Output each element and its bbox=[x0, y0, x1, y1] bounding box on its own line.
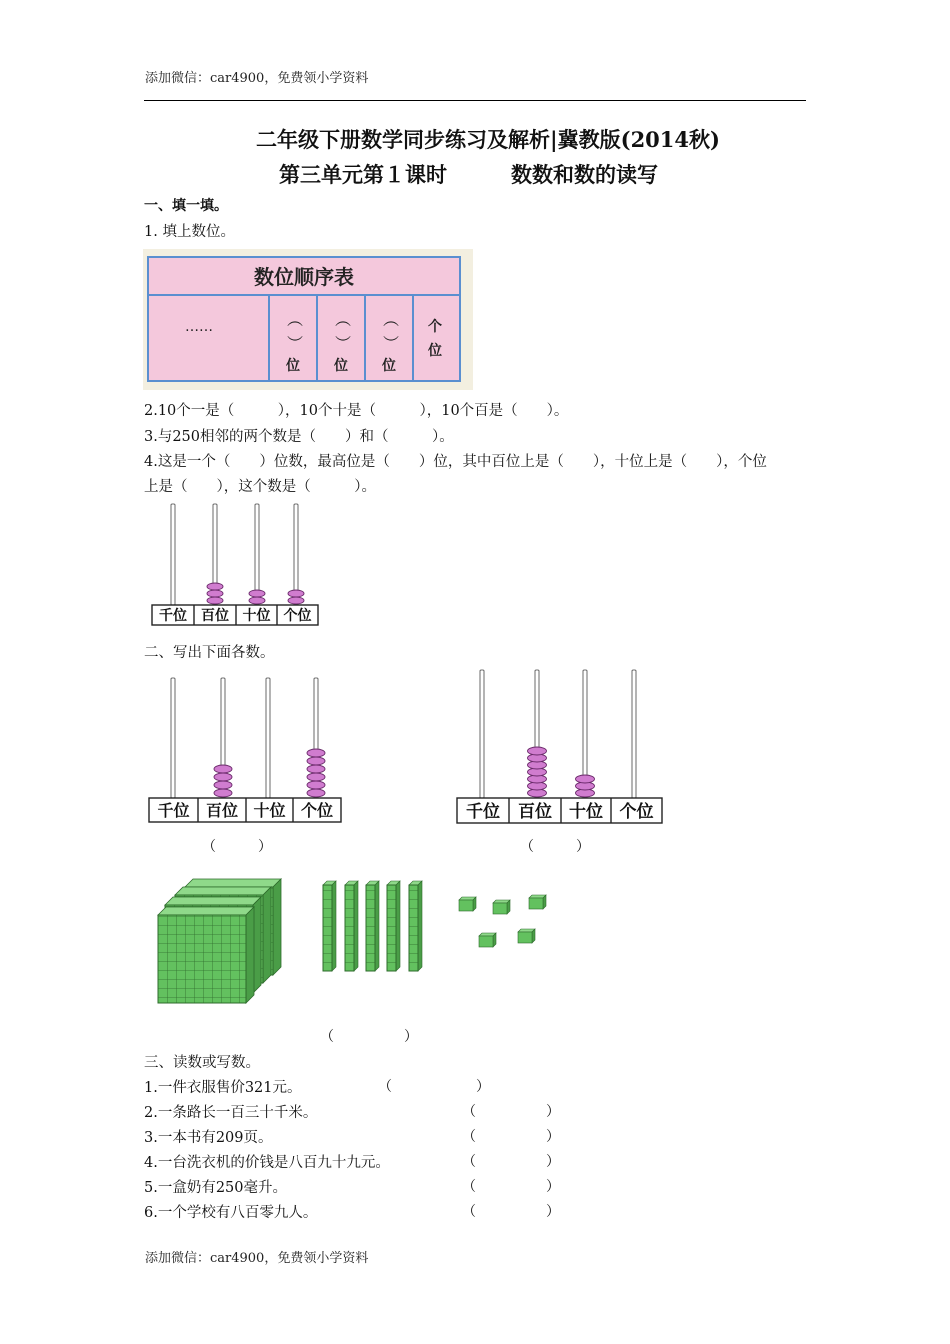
ones-label-1: 个 bbox=[428, 319, 442, 335]
col2-bottom: ） bbox=[333, 334, 352, 352]
item-3: 3.一本书有209页。 bbox=[144, 1130, 273, 1146]
item-4: 4.一台洗衣机的价钱是八百九十九元。 bbox=[144, 1155, 390, 1171]
col2-unit[interactable]: 位 bbox=[334, 358, 348, 374]
lesson-title: 第三单元第１课时 bbox=[279, 162, 447, 187]
abacus-right bbox=[455, 668, 665, 824]
lesson-subtitle: 数数和数的读写 bbox=[511, 162, 658, 187]
question-4-line1: 4.这是一个（ ）位数，最高位是（ ）位，其中百位上是（ ），十位上是（ ），个位 bbox=[144, 454, 767, 470]
section2-heading: 二、写出下面各数。 bbox=[144, 645, 275, 661]
item-5-answer[interactable]: （ ） bbox=[462, 1179, 560, 1195]
abacus-label: 个位 bbox=[619, 802, 654, 822]
ones-label-2: 位 bbox=[428, 343, 442, 359]
page-footer: 添加微信：car4900，免费领小学资料 bbox=[145, 1251, 369, 1266]
section3-heading: 三、读数或写数。 bbox=[144, 1055, 260, 1071]
abacus-rod bbox=[632, 670, 636, 798]
abacus-label: 千位 bbox=[157, 801, 190, 821]
question-3: 3.与250相邻的两个数是（ ）和（ ）。 bbox=[144, 429, 454, 445]
item-3-answer[interactable]: （ ） bbox=[462, 1129, 560, 1145]
col2-top: （ bbox=[333, 310, 352, 328]
abacus-bead[interactable] bbox=[207, 590, 223, 597]
abacus-bead[interactable] bbox=[214, 781, 232, 789]
abacus-bead[interactable] bbox=[288, 597, 304, 604]
abacus-label: 千位 bbox=[159, 608, 187, 625]
item-2: 2.一条路长一百三十千米。 bbox=[144, 1105, 318, 1121]
abacus-bead[interactable] bbox=[249, 590, 265, 597]
abacus-label: 个位 bbox=[300, 801, 334, 821]
abacus-label: 十位 bbox=[253, 801, 286, 821]
abacus-bead[interactable] bbox=[307, 789, 325, 797]
col1-bottom: ） bbox=[285, 334, 304, 352]
abacus-bead[interactable] bbox=[207, 597, 223, 604]
answer-blocks[interactable]: （ ） bbox=[320, 1029, 418, 1045]
col3-top: （ bbox=[381, 310, 400, 328]
page-header: 添加微信：car4900，免费领小学资料 bbox=[145, 71, 369, 86]
item-1-answer[interactable]: （ ） bbox=[378, 1079, 490, 1095]
abacus-rod bbox=[171, 504, 175, 605]
question-4-line2: 上是（ ），这个数是（ ）。 bbox=[144, 479, 376, 495]
place-value-table bbox=[143, 249, 473, 390]
abacus-bead[interactable] bbox=[307, 757, 325, 765]
item-5: 5.一盒奶有250毫升。 bbox=[144, 1180, 288, 1196]
question-2: 2.10个一是（ ），10个十是（ ），10个百是（ ）。 bbox=[144, 403, 569, 419]
table-dots: …… bbox=[185, 319, 213, 335]
col3-bottom: ） bbox=[381, 334, 400, 352]
abacus-rod bbox=[171, 678, 175, 798]
abacus-label: 百位 bbox=[518, 802, 552, 822]
abacus-bead[interactable] bbox=[528, 747, 547, 755]
item-2-answer[interactable]: （ ） bbox=[462, 1104, 560, 1120]
hundreds-flats bbox=[158, 879, 281, 1003]
table-title: 数位顺序表 bbox=[254, 265, 354, 289]
abacus-bead[interactable] bbox=[307, 781, 325, 789]
item-6: 6.一个学校有八百零九人。 bbox=[144, 1205, 318, 1221]
abacus-bead[interactable] bbox=[214, 765, 232, 773]
col1-unit[interactable]: 位 bbox=[286, 358, 300, 374]
abacus-label: 十位 bbox=[242, 608, 271, 625]
abacus-label: 个位 bbox=[283, 608, 312, 625]
item-6-answer[interactable]: （ ） bbox=[462, 1204, 560, 1220]
abacus-bead[interactable] bbox=[307, 773, 325, 781]
abacus-label: 百位 bbox=[201, 608, 229, 625]
abacus-bead[interactable] bbox=[249, 597, 265, 604]
answer-left[interactable]: （ ） bbox=[202, 839, 272, 855]
col3-unit[interactable]: 位 bbox=[382, 358, 396, 374]
abacus-left bbox=[148, 676, 344, 824]
abacus-q4 bbox=[150, 501, 320, 629]
question-1: 1. 填上数位。 bbox=[144, 224, 235, 240]
abacus-label: 千位 bbox=[466, 802, 500, 822]
header-rule bbox=[144, 100, 806, 101]
ones-cubes bbox=[459, 895, 546, 947]
abacus-bead[interactable] bbox=[214, 789, 232, 797]
tens-rods bbox=[323, 881, 422, 971]
abacus-bead[interactable] bbox=[207, 583, 223, 590]
abacus-bead[interactable] bbox=[307, 749, 325, 757]
item-1: 1.一件衣服售价321元。 bbox=[144, 1080, 302, 1096]
item-4-answer[interactable]: （ ） bbox=[462, 1154, 560, 1170]
answer-right[interactable]: （ ） bbox=[520, 839, 590, 855]
col1-top: （ bbox=[285, 310, 304, 328]
abacus-label: 百位 bbox=[205, 801, 239, 821]
abacus-rod bbox=[480, 670, 484, 798]
abacus-bead[interactable] bbox=[576, 775, 595, 783]
abacus-label: 十位 bbox=[569, 802, 603, 822]
abacus-rod bbox=[266, 678, 270, 798]
abacus-bead[interactable] bbox=[307, 765, 325, 773]
abacus-bead[interactable] bbox=[288, 590, 304, 597]
section1-heading: 一、填一填。 bbox=[144, 198, 228, 214]
base-ten-blocks bbox=[155, 875, 595, 1015]
page-title: 二年级下册数学同步练习及解析|冀教版(2014秋) bbox=[256, 127, 720, 152]
abacus-bead[interactable] bbox=[214, 773, 232, 781]
